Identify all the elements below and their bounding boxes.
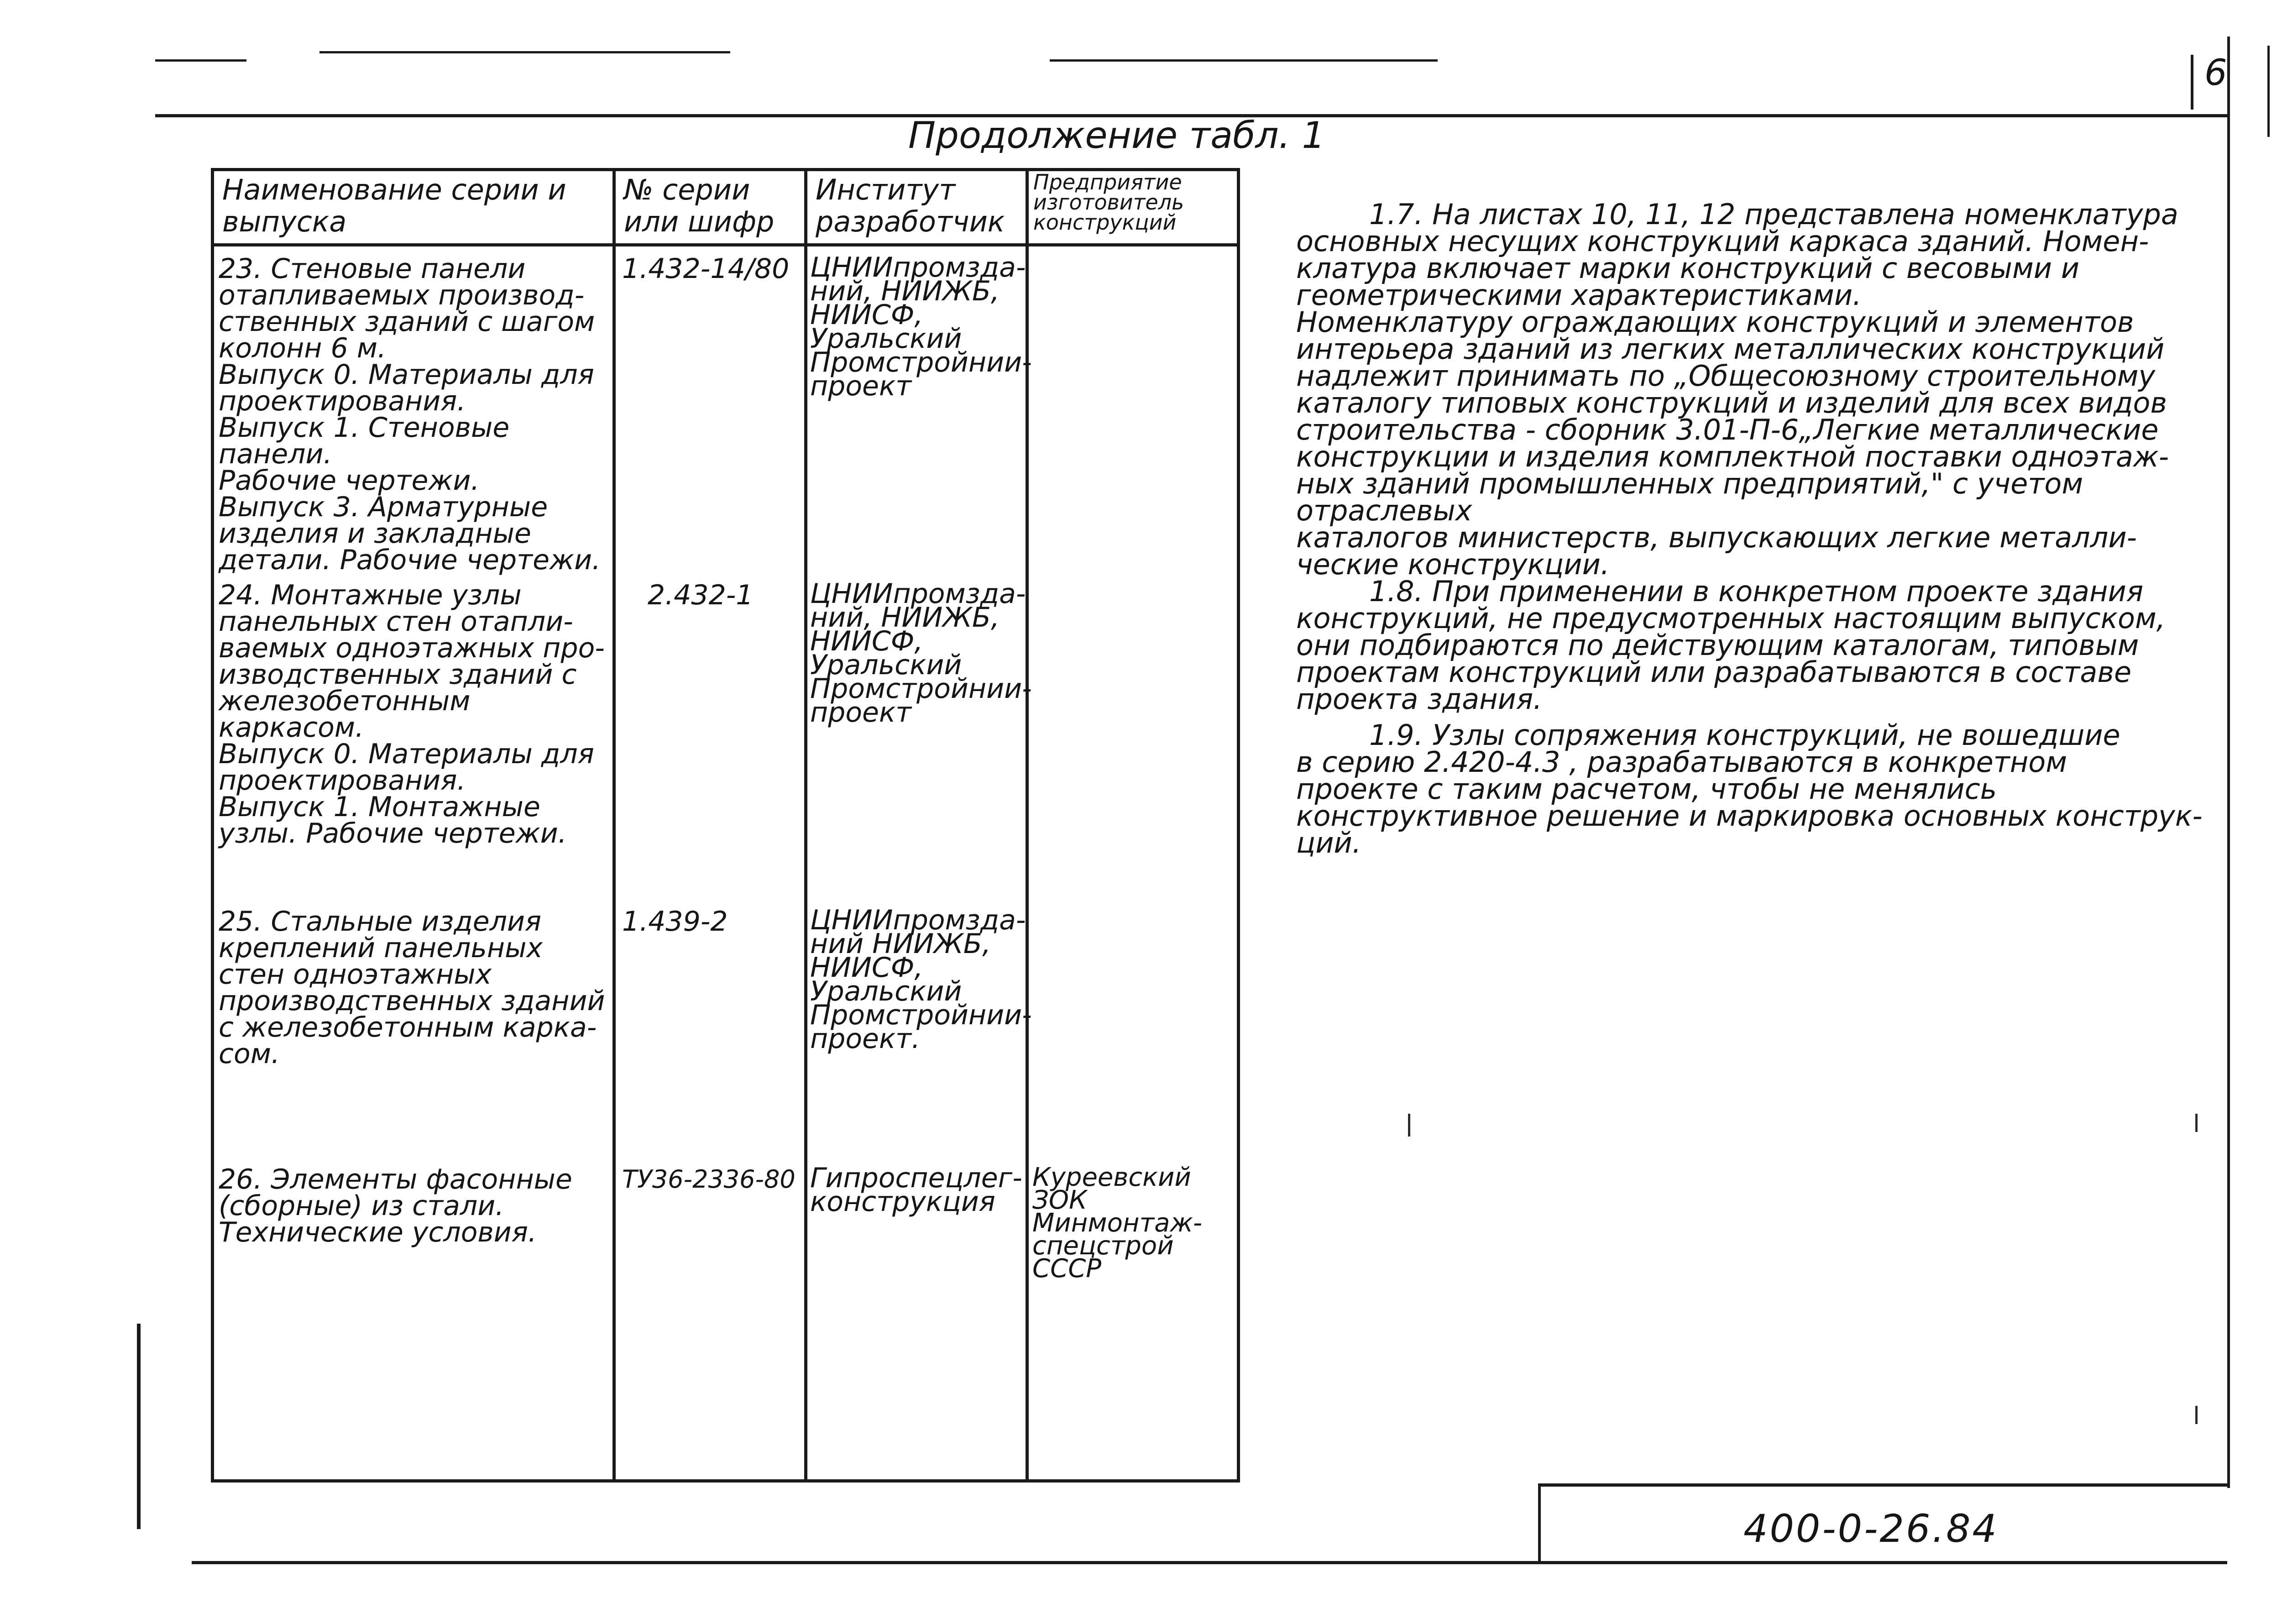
header-institute: Институт разработчик bbox=[806, 170, 1027, 245]
right-edge-stroke bbox=[2267, 46, 2270, 137]
row-26-number: ТУ36-2336-80 bbox=[622, 1165, 796, 1194]
stamp-top-line bbox=[1538, 1483, 2227, 1487]
header-series-number: № серии или шифр bbox=[614, 170, 806, 245]
header-maker: Предприятие изготовитель конструкций bbox=[1027, 170, 1239, 245]
row-23-number: 1.432-14/80 bbox=[622, 253, 790, 285]
note-1-8: 1.8. При применении в конкретном проекте здания конструкций, не предусмотренных настоящим выпуском, они подбираются по действующим каталогам, типовым проектам конструкций или разрабатываются в составе проекта здания. bbox=[1296, 575, 2166, 716]
scan-mark bbox=[1408, 1114, 1410, 1137]
note-nomenclature: Номенклатуру ограждающих конструкций и элементов интерьера зданий из легких металлических конструкций надлежит принимать по „Общесоюзному строительному каталогу типовых конструкций и изделий для всех видов строительства - сборник 3.01-П-6„Легкие металлические конструкции и изделия комплектной поставки одноэтаж- ных зданий промышленных предприятий," с учетом отраслевых каталогов министерств, выпускающих легкие металли- ческие конструкции. bbox=[1296, 305, 2169, 581]
row-23-name: 23. Стеновые панели отапливаемых производ- ственных зданий с шагом колонн 6 м. Выпуск 0. Материалы для проектирования. Выпуск 1. Стеновые панели. Рабочие чертежи. Выпуск 3. Арматурные изделия и закладные детали. Рабочие чертежи. bbox=[219, 253, 601, 576]
note-1-9: 1.9. Узлы сопряжения конструкций, не вошедшие в серию 2.420-4.3 , разрабатываются в конкретном проекте с таким расчетом, чтобы не менялись конструктивное решение и маркировка основных конструк- ций. bbox=[1296, 718, 2203, 859]
row-25-name: 25. Стальные изделия креплений панельных стен одноэтажных производственных зданий с железобетонным карка- сом. bbox=[219, 906, 605, 1070]
row-24-name: 24. Монтажные узлы панельных стен отапли- ваемых одноэтажных про- изводственных зданий с железобетонным каркасом. Выпуск 0. Материалы для проектирования. Выпуск 1. Монтажные узлы. Рабочие чертежи. bbox=[219, 579, 605, 849]
row-24-number: 2.432-1 bbox=[648, 579, 754, 611]
note-1-7: 1.7. На листах 10, 11, 12 представлена номенклатура основных несущих конструкций каркаса зданий. Номен- клатура включает марки конструкций с весовыми и геометрическими характеристиками. bbox=[1296, 198, 2178, 312]
row-26-name: 26. Элементы фасонные (сборные) из стали. Технические условия. bbox=[219, 1163, 572, 1248]
row-25-number: 1.439-2 bbox=[622, 906, 728, 938]
maker-column bbox=[1027, 245, 1239, 1481]
page-number: 6 bbox=[2204, 52, 2227, 94]
document-code: 400-0-26.84 bbox=[1743, 1506, 1999, 1551]
series-number-column bbox=[614, 245, 806, 1481]
scan-mark bbox=[2195, 1406, 2198, 1424]
scan-mark bbox=[2195, 1114, 2198, 1132]
table-header-row bbox=[213, 170, 1239, 245]
bottom-frame-line bbox=[192, 1561, 2227, 1564]
row-25-institute: ЦНИИпромзда- ний НИИЖБ, НИИСФ, Уральский Промстройнии- проект. bbox=[810, 904, 1032, 1055]
notes-block bbox=[1296, 198, 2218, 859]
page-number-box-left bbox=[2191, 55, 2193, 110]
row-23-institute: ЦНИИпромзда- ний, НИИЖБ, НИИСФ, Уральский Промстройнии- проект bbox=[810, 251, 1032, 402]
table-body-row bbox=[213, 245, 1239, 1481]
left-frame-line bbox=[137, 1324, 141, 1529]
top-mid-stroke bbox=[319, 51, 730, 53]
series-table bbox=[211, 168, 1240, 1483]
table-caption: Продолжение табл. 1 bbox=[908, 114, 1325, 157]
stamp-left-line bbox=[1538, 1483, 1541, 1561]
top-right-stroke bbox=[1050, 59, 1438, 62]
header-name: Наименование серии и выпуска bbox=[213, 170, 614, 245]
right-frame-line bbox=[2227, 37, 2230, 1488]
top-left-stroke bbox=[155, 59, 246, 62]
row-26-maker: Куреевский ЗОК Минмонтаж- спецстрой СССР bbox=[1032, 1163, 1203, 1283]
row-26-institute: Гипроспецлег- конструкция bbox=[810, 1162, 1022, 1218]
row-24-institute: ЦНИИпромзда- ний, НИИЖБ, НИИСФ, Уральский Промстройнии- проект bbox=[810, 578, 1032, 728]
name-column bbox=[213, 245, 614, 1481]
institute-column bbox=[806, 245, 1032, 1481]
